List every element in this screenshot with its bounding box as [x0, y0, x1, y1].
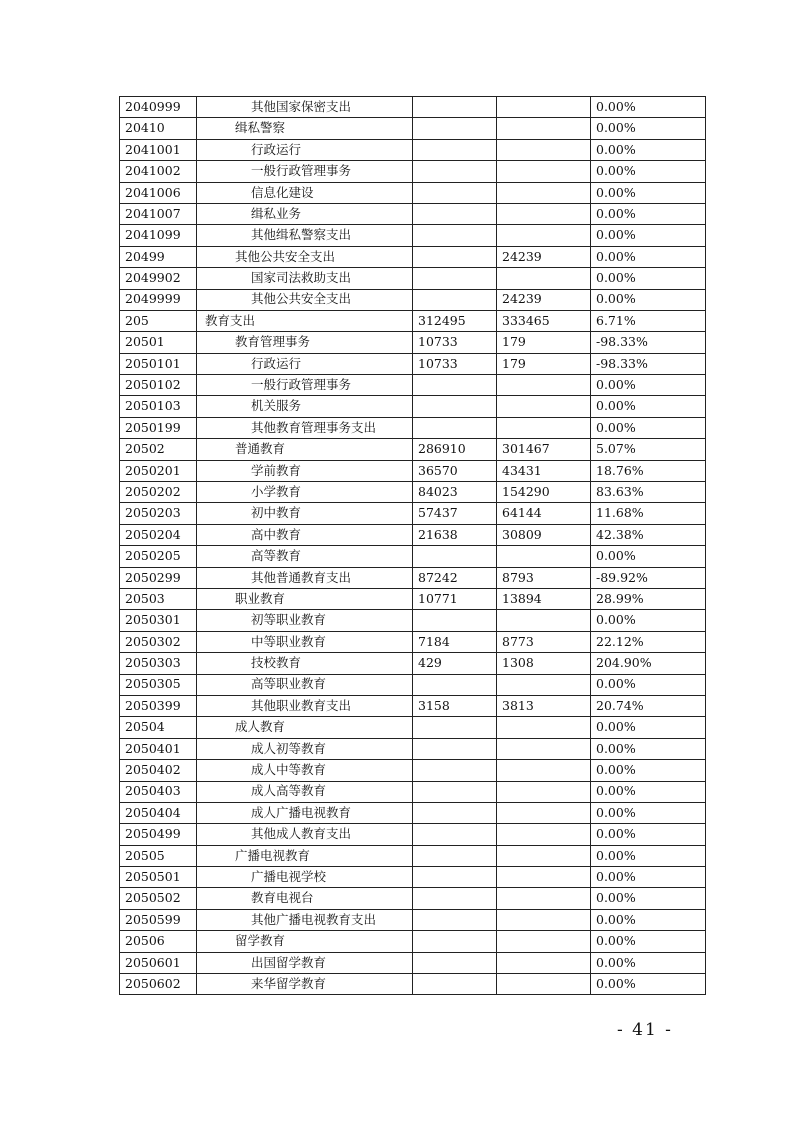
table-row	[120, 482, 706, 503]
cell-code: 2050404	[120, 802, 197, 823]
cell-amount-curr	[497, 867, 591, 888]
cell-change-pct: 0.00%	[591, 760, 706, 781]
cell-name: 技校教育	[197, 653, 413, 674]
table-row	[120, 139, 706, 160]
cell-code: 2050301	[120, 610, 197, 631]
cell-amount-prev	[413, 802, 497, 823]
cell-amount-prev	[413, 952, 497, 973]
cell-code: 2050303	[120, 653, 197, 674]
table-row	[120, 695, 706, 716]
cell-change-pct: 0.00%	[591, 246, 706, 267]
cell-amount-prev: 21638	[413, 524, 497, 545]
table-row	[120, 375, 706, 396]
page-number: - 41 -	[617, 1020, 673, 1040]
cell-amount-prev	[413, 974, 497, 995]
cell-amount-curr	[497, 546, 591, 567]
cell-name: 学前教育	[197, 460, 413, 481]
cell-name: 缉私警察	[197, 118, 413, 139]
table-row	[120, 717, 706, 738]
cell-amount-curr	[497, 396, 591, 417]
table-row	[120, 588, 706, 609]
cell-amount-prev	[413, 931, 497, 952]
cell-amount-prev	[413, 182, 497, 203]
cell-change-pct: 22.12%	[591, 631, 706, 652]
cell-amount-prev	[413, 375, 497, 396]
cell-name: 成人中等教育	[197, 760, 413, 781]
cell-code: 20501	[120, 332, 197, 353]
table-row	[120, 952, 706, 973]
cell-name: 其他教育管理事务支出	[197, 417, 413, 438]
table-row	[120, 524, 706, 545]
cell-amount-curr: 179	[497, 332, 591, 353]
cell-name: 其他广播电视教育支出	[197, 909, 413, 930]
cell-amount-prev	[413, 203, 497, 224]
cell-change-pct: 11.68%	[591, 503, 706, 524]
table-row	[120, 203, 706, 224]
cell-code: 20499	[120, 246, 197, 267]
cell-amount-prev	[413, 246, 497, 267]
cell-name: 小学教育	[197, 482, 413, 503]
cell-code: 20503	[120, 588, 197, 609]
cell-amount-curr	[497, 974, 591, 995]
cell-amount-curr	[497, 845, 591, 866]
cell-amount-prev	[413, 139, 497, 160]
cell-amount-curr	[497, 888, 591, 909]
cell-amount-curr: 43431	[497, 460, 591, 481]
table-row	[120, 888, 706, 909]
cell-change-pct: 6.71%	[591, 310, 706, 331]
cell-name: 教育管理事务	[197, 332, 413, 353]
table-row	[120, 738, 706, 759]
cell-amount-curr	[497, 931, 591, 952]
table-row	[120, 610, 706, 631]
cell-amount-curr: 24239	[497, 289, 591, 310]
cell-amount-prev	[413, 760, 497, 781]
cell-amount-prev	[413, 610, 497, 631]
cell-name: 行政运行	[197, 139, 413, 160]
cell-amount-prev	[413, 738, 497, 759]
cell-code: 20502	[120, 439, 197, 460]
cell-name: 其他公共安全支出	[197, 289, 413, 310]
cell-code: 2050502	[120, 888, 197, 909]
cell-code: 2049902	[120, 268, 197, 289]
cell-amount-curr: 301467	[497, 439, 591, 460]
cell-amount-curr: 13894	[497, 588, 591, 609]
cell-amount-curr	[497, 674, 591, 695]
cell-amount-curr	[497, 802, 591, 823]
cell-name: 中等职业教育	[197, 631, 413, 652]
cell-name: 其他缉私警察支出	[197, 225, 413, 246]
cell-code: 2050305	[120, 674, 197, 695]
cell-change-pct: 0.00%	[591, 610, 706, 631]
table-row	[120, 760, 706, 781]
table-row	[120, 909, 706, 930]
cell-change-pct: 28.99%	[591, 588, 706, 609]
cell-name: 普通教育	[197, 439, 413, 460]
table-row	[120, 353, 706, 374]
cell-amount-prev	[413, 546, 497, 567]
cell-amount-prev	[413, 118, 497, 139]
cell-amount-curr	[497, 610, 591, 631]
cell-change-pct: 0.00%	[591, 546, 706, 567]
cell-change-pct: 0.00%	[591, 888, 706, 909]
table-row	[120, 289, 706, 310]
cell-code: 2050201	[120, 460, 197, 481]
table-row	[120, 546, 706, 567]
cell-name: 信息化建设	[197, 182, 413, 203]
table-row	[120, 845, 706, 866]
cell-name: 其他成人教育支出	[197, 824, 413, 845]
cell-amount-prev	[413, 97, 497, 118]
cell-code: 2050403	[120, 781, 197, 802]
cell-name: 广播电视学校	[197, 867, 413, 888]
cell-code: 2040999	[120, 97, 197, 118]
table-row	[120, 417, 706, 438]
cell-amount-curr: 154290	[497, 482, 591, 503]
cell-amount-prev	[413, 396, 497, 417]
cell-change-pct: 0.00%	[591, 139, 706, 160]
cell-amount-prev	[413, 781, 497, 802]
cell-change-pct: 0.00%	[591, 289, 706, 310]
cell-code: 2050602	[120, 974, 197, 995]
cell-name: 其他职业教育支出	[197, 695, 413, 716]
cell-name: 其他普通教育支出	[197, 567, 413, 588]
cell-code: 2050205	[120, 546, 197, 567]
cell-amount-prev: 36570	[413, 460, 497, 481]
cell-amount-curr	[497, 225, 591, 246]
cell-change-pct: -89.92%	[591, 567, 706, 588]
cell-code: 2041002	[120, 161, 197, 182]
cell-change-pct: 0.00%	[591, 674, 706, 695]
table-row	[120, 781, 706, 802]
cell-change-pct: 0.00%	[591, 268, 706, 289]
cell-amount-curr: 8773	[497, 631, 591, 652]
cell-name: 成人教育	[197, 717, 413, 738]
cell-name: 职业教育	[197, 588, 413, 609]
cell-name: 教育支出	[197, 310, 413, 331]
cell-code: 2041099	[120, 225, 197, 246]
cell-name: 缉私业务	[197, 203, 413, 224]
cell-amount-curr: 3813	[497, 695, 591, 716]
cell-amount-prev: 7184	[413, 631, 497, 652]
cell-code: 2050401	[120, 738, 197, 759]
cell-change-pct: 204.90%	[591, 653, 706, 674]
table-row	[120, 460, 706, 481]
cell-code: 2050302	[120, 631, 197, 652]
cell-amount-prev	[413, 225, 497, 246]
cell-code: 2050102	[120, 375, 197, 396]
cell-code: 2050402	[120, 760, 197, 781]
cell-amount-prev: 57437	[413, 503, 497, 524]
cell-name: 初等职业教育	[197, 610, 413, 631]
cell-code: 2050202	[120, 482, 197, 503]
cell-change-pct: 0.00%	[591, 909, 706, 930]
table-row	[120, 97, 706, 118]
cell-code: 2050101	[120, 353, 197, 374]
cell-amount-curr	[497, 909, 591, 930]
table-row	[120, 161, 706, 182]
cell-amount-prev	[413, 161, 497, 182]
table-row	[120, 503, 706, 524]
cell-change-pct: 0.00%	[591, 396, 706, 417]
cell-change-pct: 0.00%	[591, 203, 706, 224]
cell-change-pct: 0.00%	[591, 375, 706, 396]
cell-name: 成人广播电视教育	[197, 802, 413, 823]
cell-name: 国家司法救助支出	[197, 268, 413, 289]
cell-amount-curr: 333465	[497, 310, 591, 331]
cell-amount-prev	[413, 674, 497, 695]
cell-change-pct: 20.74%	[591, 695, 706, 716]
cell-code: 2050599	[120, 909, 197, 930]
table-row	[120, 653, 706, 674]
table-row	[120, 246, 706, 267]
cell-amount-prev	[413, 717, 497, 738]
cell-code: 2049999	[120, 289, 197, 310]
cell-code: 2041007	[120, 203, 197, 224]
cell-code: 205	[120, 310, 197, 331]
cell-change-pct: 0.00%	[591, 417, 706, 438]
cell-code: 20504	[120, 717, 197, 738]
cell-amount-prev: 3158	[413, 695, 497, 716]
cell-amount-curr	[497, 824, 591, 845]
cell-name: 出国留学教育	[197, 952, 413, 973]
budget-table	[119, 96, 706, 995]
cell-amount-prev	[413, 888, 497, 909]
table-row	[120, 802, 706, 823]
table-row	[120, 310, 706, 331]
cell-amount-prev: 87242	[413, 567, 497, 588]
cell-code: 2050199	[120, 417, 197, 438]
cell-amount-curr	[497, 139, 591, 160]
cell-name: 来华留学教育	[197, 974, 413, 995]
cell-change-pct: 0.00%	[591, 182, 706, 203]
cell-code: 2041001	[120, 139, 197, 160]
cell-amount-curr	[497, 738, 591, 759]
cell-amount-curr	[497, 118, 591, 139]
cell-change-pct: 0.00%	[591, 952, 706, 973]
cell-change-pct: 42.38%	[591, 524, 706, 545]
cell-change-pct: 0.00%	[591, 738, 706, 759]
cell-amount-curr	[497, 717, 591, 738]
cell-amount-prev	[413, 845, 497, 866]
cell-amount-curr	[497, 417, 591, 438]
table-row	[120, 931, 706, 952]
cell-code: 2050499	[120, 824, 197, 845]
cell-name: 一般行政管理事务	[197, 375, 413, 396]
cell-change-pct: 0.00%	[591, 974, 706, 995]
cell-change-pct: 0.00%	[591, 845, 706, 866]
cell-code: 2050601	[120, 952, 197, 973]
cell-amount-prev	[413, 289, 497, 310]
cell-code: 2050299	[120, 567, 197, 588]
cell-amount-curr	[497, 781, 591, 802]
cell-amount-curr	[497, 760, 591, 781]
cell-change-pct: 0.00%	[591, 867, 706, 888]
cell-change-pct: 0.00%	[591, 225, 706, 246]
cell-amount-prev	[413, 268, 497, 289]
cell-change-pct: 0.00%	[591, 97, 706, 118]
cell-amount-prev	[413, 867, 497, 888]
cell-name: 其他公共安全支出	[197, 246, 413, 267]
cell-amount-prev: 10733	[413, 353, 497, 374]
cell-amount-prev: 429	[413, 653, 497, 674]
table-row	[120, 867, 706, 888]
cell-name: 成人高等教育	[197, 781, 413, 802]
cell-amount-curr	[497, 375, 591, 396]
cell-name: 广播电视教育	[197, 845, 413, 866]
table-row	[120, 567, 706, 588]
cell-name: 高等教育	[197, 546, 413, 567]
cell-code: 20505	[120, 845, 197, 866]
cell-amount-prev	[413, 417, 497, 438]
cell-name: 高等职业教育	[197, 674, 413, 695]
cell-change-pct: 5.07%	[591, 439, 706, 460]
cell-change-pct: 0.00%	[591, 802, 706, 823]
cell-change-pct: -98.33%	[591, 353, 706, 374]
table-row	[120, 439, 706, 460]
cell-change-pct: -98.33%	[591, 332, 706, 353]
cell-amount-prev: 286910	[413, 439, 497, 460]
table-row	[120, 332, 706, 353]
cell-name: 教育电视台	[197, 888, 413, 909]
cell-code: 20410	[120, 118, 197, 139]
table-row	[120, 182, 706, 203]
cell-amount-prev	[413, 824, 497, 845]
table-row	[120, 974, 706, 995]
cell-name: 成人初等教育	[197, 738, 413, 759]
cell-code: 20506	[120, 931, 197, 952]
cell-amount-curr	[497, 268, 591, 289]
cell-change-pct: 18.76%	[591, 460, 706, 481]
cell-change-pct: 0.00%	[591, 824, 706, 845]
cell-name: 机关服务	[197, 396, 413, 417]
cell-amount-curr	[497, 161, 591, 182]
cell-code: 2041006	[120, 182, 197, 203]
cell-amount-prev: 10733	[413, 332, 497, 353]
cell-change-pct: 83.63%	[591, 482, 706, 503]
cell-amount-curr: 179	[497, 353, 591, 374]
cell-code: 2050103	[120, 396, 197, 417]
table-row	[120, 268, 706, 289]
cell-change-pct: 0.00%	[591, 781, 706, 802]
table-row	[120, 225, 706, 246]
cell-change-pct: 0.00%	[591, 717, 706, 738]
cell-amount-prev: 84023	[413, 482, 497, 503]
table-row	[120, 396, 706, 417]
cell-amount-prev	[413, 909, 497, 930]
table-row	[120, 118, 706, 139]
cell-code: 2050399	[120, 695, 197, 716]
cell-amount-curr	[497, 182, 591, 203]
cell-change-pct: 0.00%	[591, 161, 706, 182]
table-row	[120, 824, 706, 845]
cell-amount-curr: 1308	[497, 653, 591, 674]
cell-amount-curr: 24239	[497, 246, 591, 267]
budget-table-body	[120, 97, 706, 995]
table-row	[120, 674, 706, 695]
cell-amount-curr	[497, 952, 591, 973]
cell-name: 其他国家保密支出	[197, 97, 413, 118]
cell-code: 2050501	[120, 867, 197, 888]
cell-name: 高中教育	[197, 524, 413, 545]
cell-name: 初中教育	[197, 503, 413, 524]
cell-amount-curr: 8793	[497, 567, 591, 588]
cell-code: 2050203	[120, 503, 197, 524]
cell-amount-prev: 312495	[413, 310, 497, 331]
cell-amount-curr: 64144	[497, 503, 591, 524]
cell-amount-prev: 10771	[413, 588, 497, 609]
cell-amount-curr: 30809	[497, 524, 591, 545]
cell-name: 行政运行	[197, 353, 413, 374]
cell-name: 留学教育	[197, 931, 413, 952]
cell-change-pct: 0.00%	[591, 931, 706, 952]
cell-code: 2050204	[120, 524, 197, 545]
cell-name: 一般行政管理事务	[197, 161, 413, 182]
cell-amount-curr	[497, 203, 591, 224]
table-row	[120, 631, 706, 652]
cell-amount-curr	[497, 97, 591, 118]
cell-change-pct: 0.00%	[591, 118, 706, 139]
